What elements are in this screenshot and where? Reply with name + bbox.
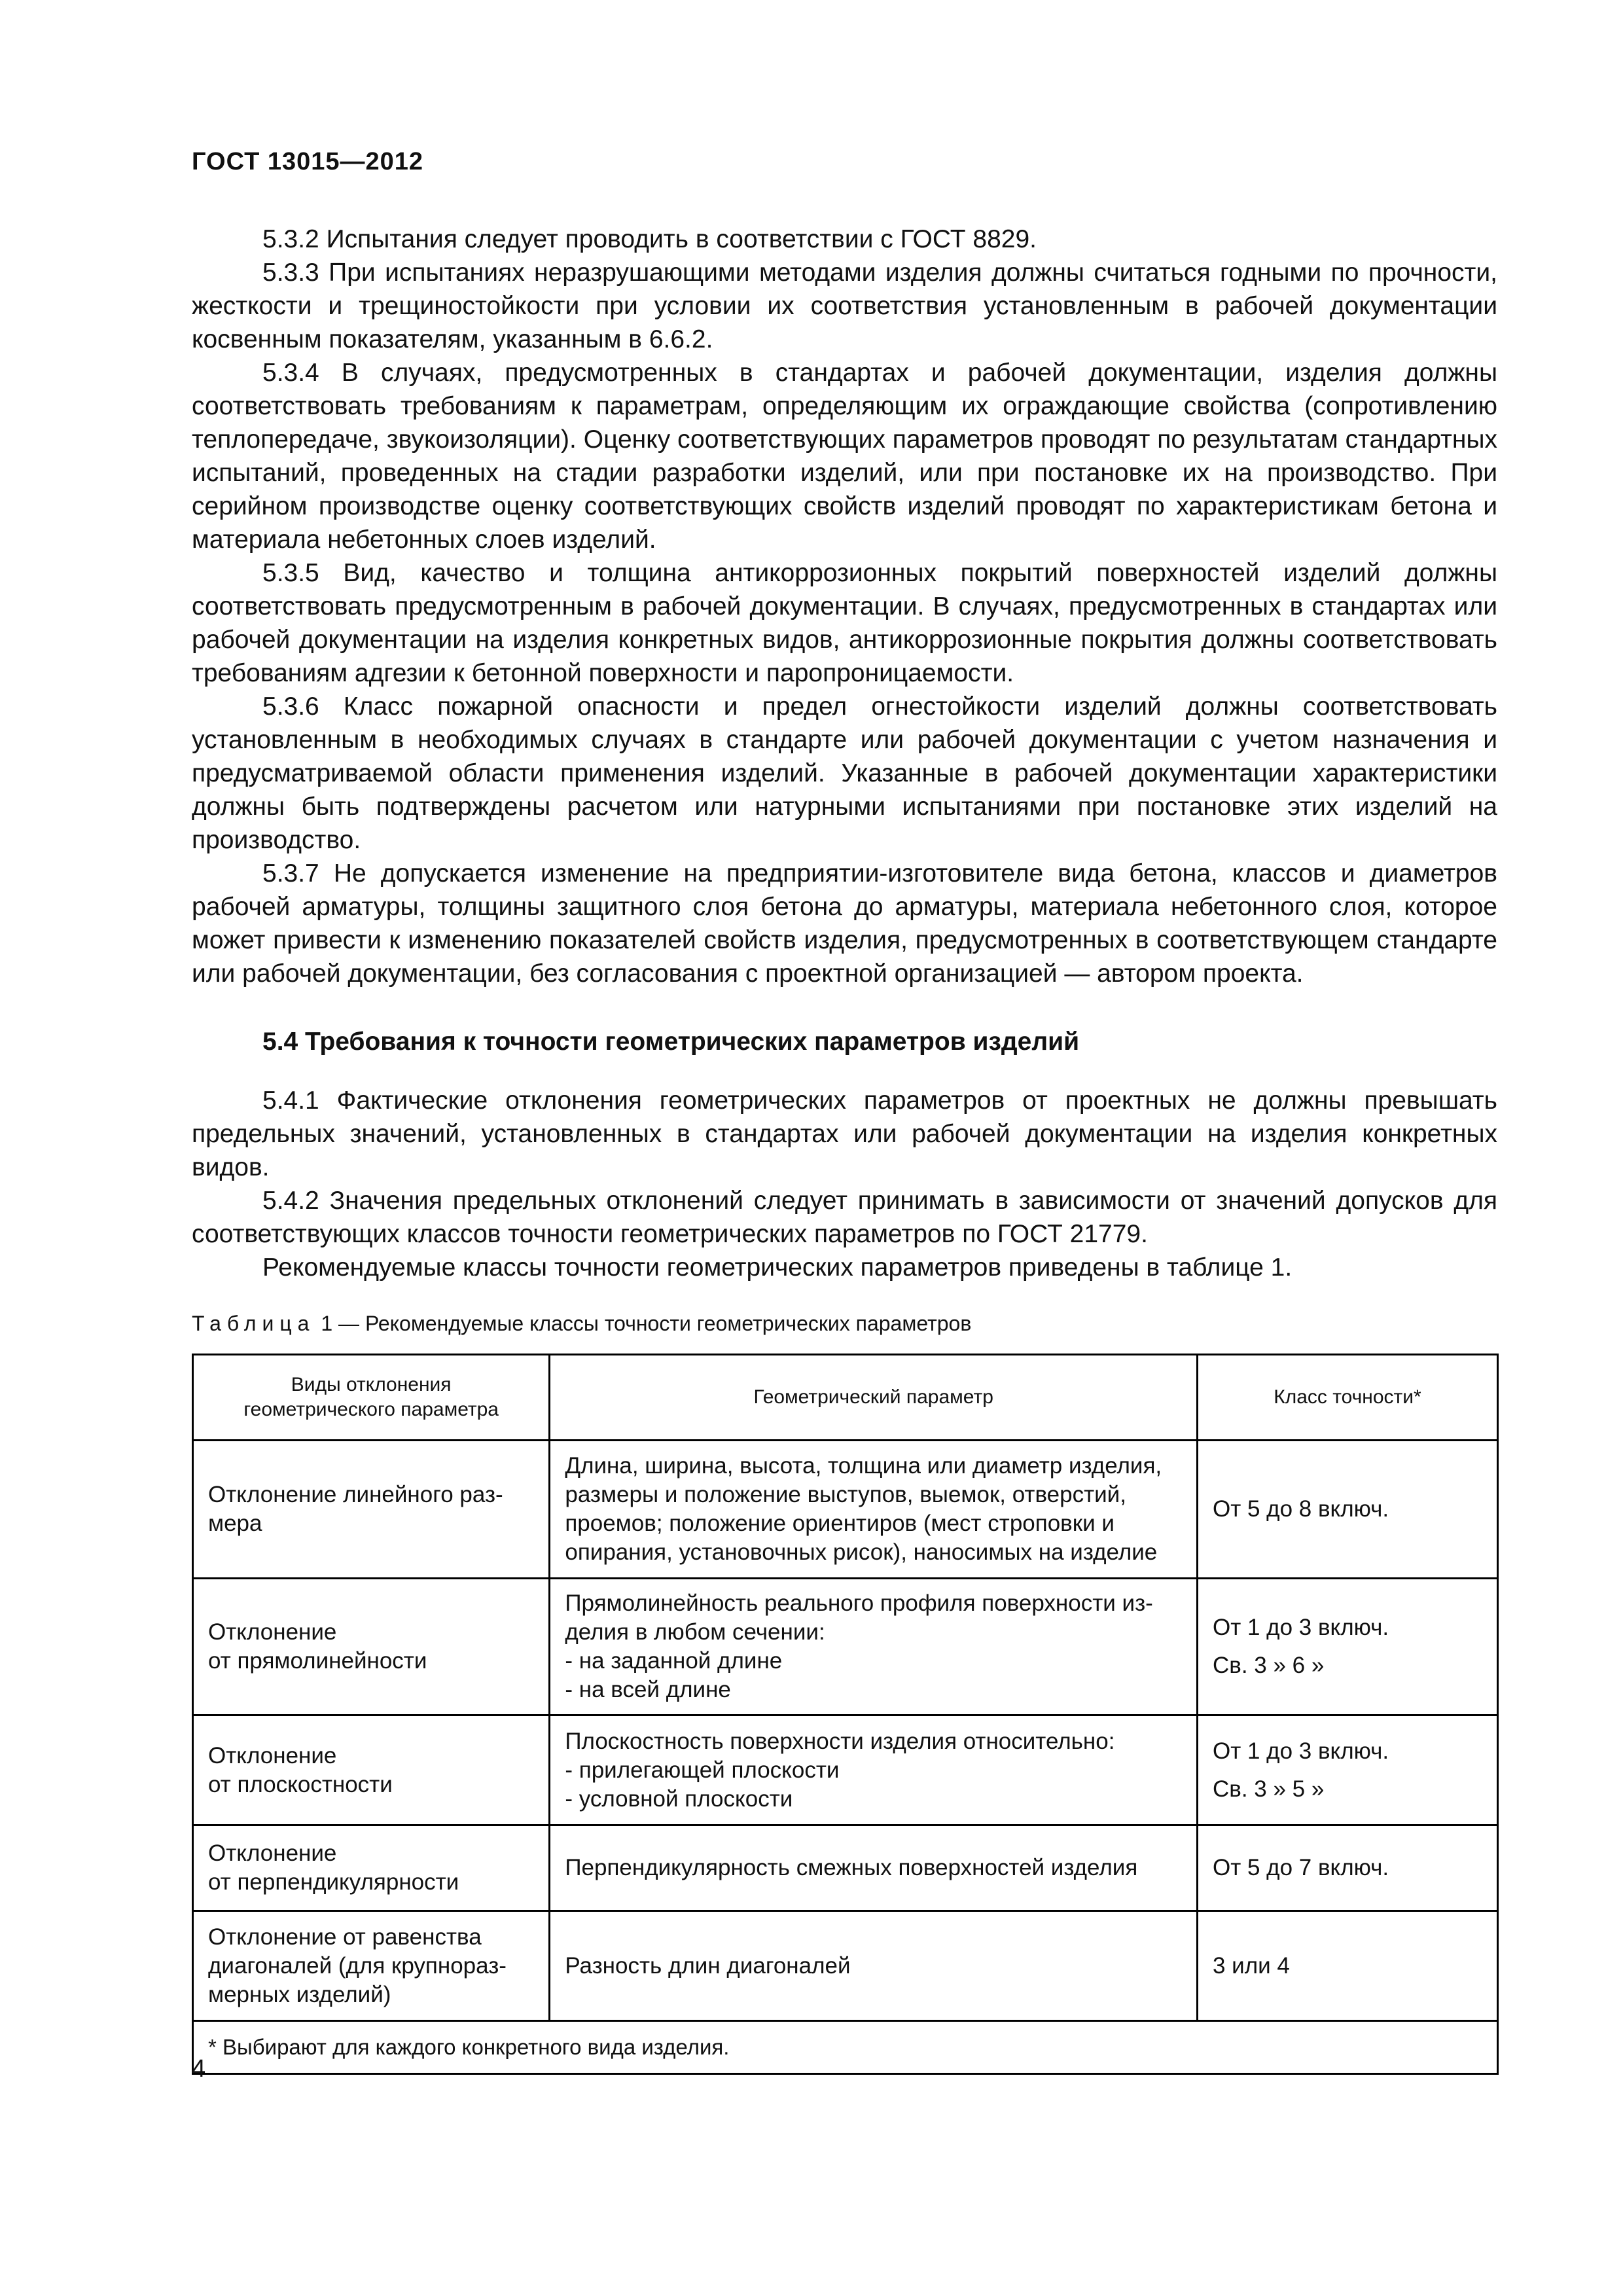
cell-line: Отклонение линейного раз- — [208, 1482, 503, 1507]
table-footnote-row — [193, 2021, 1498, 2074]
paragraph-5-3-7: 5.3.7 Не допускается изменение на предприятии-изготовителе вида бетона, классов и диаметров рабочей арматуры, толщины защитного слоя бетона до арматуры, материала небетонного слоя, которое может привести к изменению показателей свойств изделия, предусмотренных в соответствующем стандарте или рабочей документации, без согласования с проектной организацией — автором проекта. — [192, 859, 1497, 988]
cell-line: от перпендикулярности — [208, 1869, 459, 1895]
paragraph-5-4-2: 5.4.2 Значения предельных отклонений следует принимать в зависимости от значений допусков для соответствующих классов точности геометрических параметров по ГОСТ 21779. — [192, 1187, 1497, 1248]
cell-line: от плоскостности — [208, 1771, 393, 1797]
cell-geometric-parameter — [550, 1579, 1198, 1715]
cell-line: размеры и положение выступов, выемок, отверстий, — [565, 1482, 1126, 1507]
cell-deviation-type — [193, 1441, 550, 1579]
cell-line: 3 или 4 — [1212, 1952, 1290, 1979]
cell-line: От 5 до 7 включ. — [1212, 1855, 1389, 1880]
table-caption-text: 1 — Рекомендуемые классы точности геометрических параметров — [315, 1312, 972, 1335]
cell-line: Отклонение — [208, 1619, 337, 1645]
header-geometric-parameter: Геометрический параметр — [550, 1355, 1198, 1441]
cell-geometric-parameter — [550, 1825, 1198, 1911]
paragraph-5-3-2: 5.3.2 Испытания следует проводить в соответствии с ГОСТ 8829. — [262, 225, 1037, 253]
cell-line: Отклонение — [208, 1840, 337, 1866]
cell-line: От 1 до 3 включ. — [1212, 1738, 1389, 1764]
cell-line: - на всей длине — [565, 1677, 731, 1702]
cell-line: диагоналей (для крупнораз- — [208, 1952, 507, 1979]
table-row — [193, 1715, 1498, 1825]
cell-accuracy-class — [1197, 1579, 1497, 1715]
cell-deviation-type — [193, 1911, 550, 2021]
table-row — [193, 1825, 1498, 1911]
cell-line: опирания, установочных рисок), наносимых на изделие — [565, 1539, 1158, 1565]
cell-line: делия в любом сечении: — [565, 1619, 825, 1645]
cell-line: мера — [208, 1511, 262, 1536]
cell-line: Св. 3 » 5 » — [1212, 1776, 1325, 1802]
cell-accuracy-class — [1197, 1441, 1497, 1579]
cell-line: Св. 3 » 6 » — [1212, 1653, 1325, 1678]
section-5-3-text — [192, 223, 1497, 990]
cell-line: мерных изделий) — [208, 1981, 391, 2007]
cell-line: от прямолинейности — [208, 1648, 427, 1674]
cell-line: - на заданной длине — [565, 1648, 783, 1674]
paragraph-5-3-4: 5.3.4 В случаях, предусмотренных в стандартах и рабочей документации, изделия должны соответствовать требованиям к параметрам, определяющим их ограждающие свойства (сопротивлению теплопередаче, звукоизоляции). Оценку соответствующих параметров проводят по результатам стандартных испытаний, проведенных на стадии разработки изделий, или при постановке их на производство. При серийном производстве оценку соответствующих свойств изделий проводят по характеристикам бетона и материала небетонных слоев изделий. — [192, 359, 1497, 554]
cell-accuracy-class — [1197, 1911, 1497, 2021]
table-row — [193, 1441, 1498, 1579]
cell-line: - прилегающей плоскости — [565, 1757, 840, 1783]
cell-geometric-parameter — [550, 1715, 1198, 1825]
cell-line: проемов; положение ориентиров (мест строповки и — [565, 1511, 1115, 1536]
accuracy-classes-table — [192, 1354, 1499, 2075]
cell-line: Плоскостность поверхности изделия относительно: — [565, 1728, 1115, 1754]
paragraph-5-3-3: 5.3.3 При испытаниях неразрушающими методами изделия должны считаться годными по прочности, жесткости и трещиностойкости при условии их соответствия установленным в рабочей документации косвенным показателям, указанным в 6.6.2. — [192, 259, 1497, 353]
header-accuracy-class: Класс точности* — [1197, 1355, 1497, 1441]
cell-line: Отклонение — [208, 1742, 337, 1768]
header-deviation-type-line1: Виды отклонения — [291, 1374, 452, 1395]
cell-deviation-type — [193, 1579, 550, 1715]
cell-line: Длина, ширина, высота, толщина или диаметр изделия, — [565, 1453, 1162, 1479]
table-footnote: * Выбирают для каждого конкретного вида изделия. — [193, 2021, 1498, 2074]
table-row — [193, 1579, 1498, 1715]
header-deviation-type-line2: геометрического параметра — [243, 1399, 499, 1420]
cell-line: От 5 до 8 включ. — [1212, 1496, 1389, 1522]
paragraph-table-reference: Рекомендуемые классы точности геометрических параметров приведены в таблице 1. — [262, 1253, 1293, 1282]
table-header-row — [193, 1355, 1498, 1441]
cell-geometric-parameter — [550, 1911, 1198, 2021]
cell-deviation-type — [193, 1825, 550, 1911]
section-5-4-text — [192, 1084, 1497, 1284]
cell-accuracy-class — [1197, 1715, 1497, 1825]
section-title: 5.4 Требования к точности геометрических параметров изделий — [262, 1028, 1080, 1056]
paragraph-5-3-5: 5.3.5 Вид, качество и толщина антикоррозионных покрытий поверхностей изделий должны соответствовать предусмотренным в рабочей документации. В случаях, предусмотренных в стандартах или рабочей документации на изделия конкретных видов, антикоррозионные покрытия должны соответствовать требованиям адгезии к бетонной поверхности и паропроницаемости. — [192, 559, 1497, 687]
table-row — [193, 1911, 1498, 2021]
cell-line: Разность длин диагоналей — [565, 1952, 851, 1979]
cell-accuracy-class — [1197, 1825, 1497, 1911]
cell-line: Отклонение от равенства — [208, 1924, 482, 1950]
cell-deviation-type — [193, 1715, 550, 1825]
cell-line: Перпендикулярность смежных поверхностей изделия — [565, 1855, 1138, 1880]
paragraph-5-4-1: 5.4.1 Фактические отклонения геометрических параметров от проектных не должны превышать предельных значений, установленных в стандартах или рабочей документации на изделия конкретных видов. — [192, 1086, 1497, 1181]
document-header: ГОСТ 13015—2012 — [192, 148, 424, 175]
table-caption — [192, 1312, 971, 1336]
cell-line: Прямолинейность реального профиля поверхности из- — [565, 1590, 1153, 1616]
cell-geometric-parameter — [550, 1441, 1198, 1579]
page-number: 4 — [192, 2055, 206, 2083]
cell-line: - условной плоскости — [565, 1785, 793, 1812]
header-deviation-type — [193, 1355, 550, 1441]
cell-line: От 1 до 3 включ. — [1212, 1615, 1389, 1640]
table-caption-label: Таблица — [192, 1312, 315, 1335]
paragraph-5-3-6: 5.3.6 Класс пожарной опасности и предел огнестойкости изделий должны соответствовать установленным в необходимых случаях в стандарте или рабочей документации с учетом назначения и предусматриваемой области применения изделий. Указанные в рабочей документации характеристики должны быть подтверждены расчетом или натурными испытаниями при постановке этих изделий на производство. — [192, 692, 1497, 854]
